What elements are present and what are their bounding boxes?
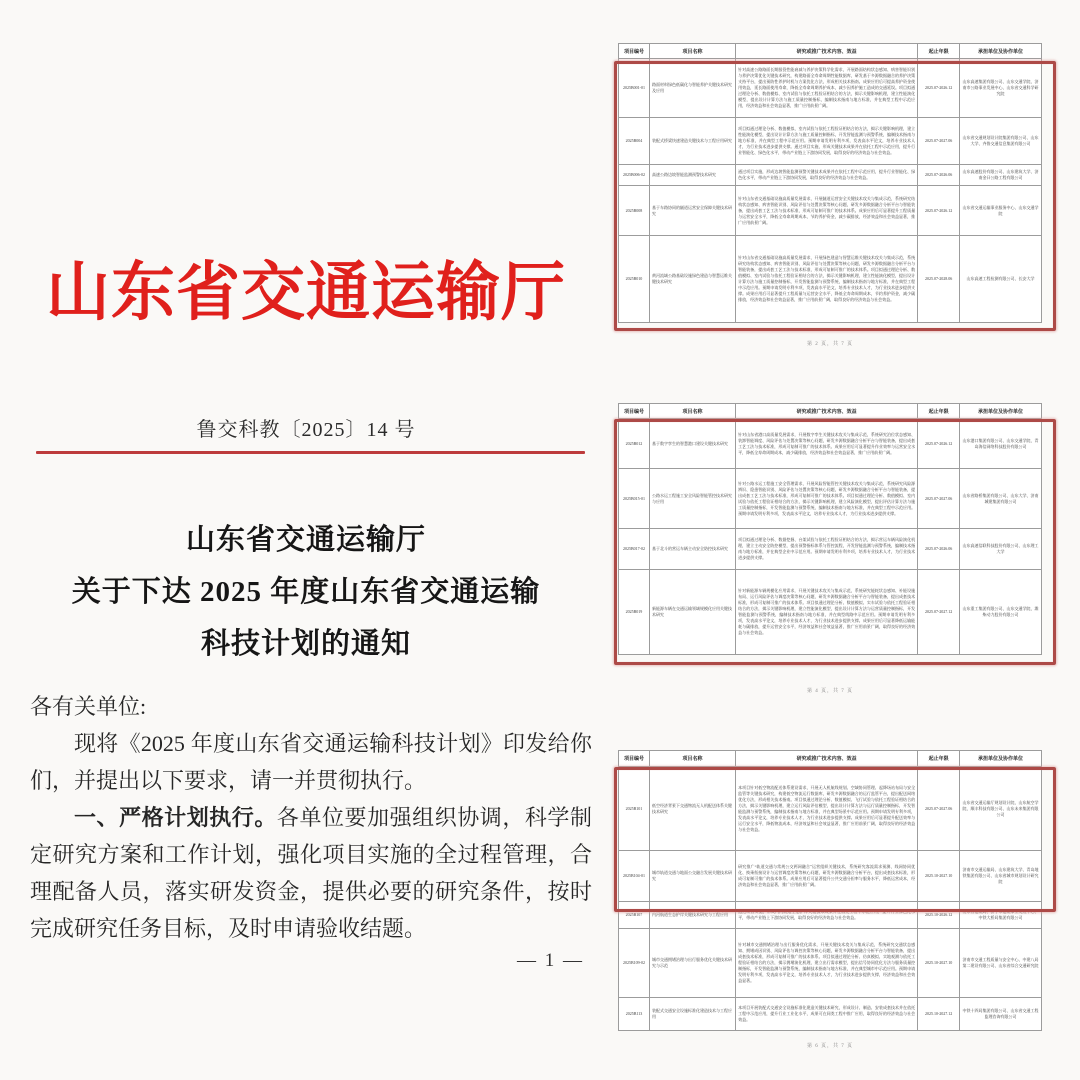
table-row [619, 851, 1042, 902]
table-cell-units: 中铁十四局集团有限公司、山东省交通工程监理咨询有限公司 [960, 998, 1042, 1031]
table-cell-units: 山东高速工程检测有限公司、长安大学 [960, 236, 1042, 323]
notice-title-line-1: 山东省交通运输厅 [185, 524, 426, 556]
table-cell-units: 济南市交通工程质量与安全中心、中建八局第二建设有限公司、山东省综合交通研究院 [960, 929, 1042, 998]
table-cell-units: 山东省交通规划设计院集团有限公司、山东大学、齐鲁交通信息集团有限公司 [960, 118, 1042, 165]
table-cell-units: 山东省交通运输事业服务中心、山东交通学院 [960, 186, 1042, 236]
table-cell-name: 城市交通拥堵治理与出行服务优化关键技术研究与示范 [649, 929, 735, 998]
table-row [619, 767, 1042, 851]
table-row [619, 236, 1042, 323]
agency-red-header: 山东省交通运输厅 [46, 257, 566, 328]
table-header-cell: 研究或推广技术内容、效益 [736, 44, 918, 59]
table-cell-period: 2025.07-2026.06 [918, 529, 960, 570]
table-cell-units: 山东港口集团有限公司、山东交通学院、青岛海信网络科技股份有限公司 [960, 419, 1042, 469]
paragraph-2-text: 各单位要加强组织协调，科学制定研究方案和工作计划，强化项目实施的全过程管理，合理配备人员，落实研发资金，提供必要的研究条件，按时完成研究任务目标，及时申请验收结题。 [30, 805, 592, 941]
red-divider-line [36, 451, 585, 454]
table-cell-period: 2025.07-2027.12 [918, 570, 960, 655]
table-row [619, 529, 1042, 570]
table-cell-units: 济南市交通运输局、山东建筑大学、青岛地铁集团有限公司、山东省城市规划设计研究院 [960, 851, 1042, 902]
table-cell-id: 2025B006-02 [619, 165, 650, 186]
notice-title [0, 514, 612, 670]
table-cell-content: 针对山东省港口高质量发展需求，开展数字孪生关键技术攻关与集成示范，系统研究泊位状态感知、装卸智能调度、风险评估与处置决策等核心问题，研发多源数据融合分析平台与智能装备，提出成套工艺工法与技术标准，形成可复制可推广的技术体系。成果应用后可显著提升作业效率与运营安全水平，降低全寿命周期成本，减少碳排放，经济效益和社会效益显著，推广应用前景广阔。 [736, 419, 918, 469]
table-cell-id: 2025B001-01 [619, 59, 650, 118]
table-row [619, 469, 1042, 529]
table-cell-period: 2025.07-2026.06 [918, 165, 960, 186]
table-cell-name: 基于北斗的营运车辆主动安全防控技术研究 [649, 529, 735, 570]
plan-table-2 [618, 403, 1042, 655]
table-cell-units: 山东高速股份有限公司、山东建筑大学、济南金曰公路工程有限公司 [960, 165, 1042, 186]
table-page-screenshot-3 [615, 750, 1045, 1055]
table-cell-name: 装配式桥梁快速建造关键技术与工程应用研究 [649, 118, 735, 165]
table-cell-period: 2025.07-2027.06 [918, 767, 960, 851]
table-header-cell: 研究或推广技术内容、效益 [736, 751, 918, 767]
table-cell-id: 2025B017-02 [619, 529, 650, 570]
table-cell-name: 高速公路边坡智能监测预警技术研究 [649, 165, 735, 186]
paragraph-1: 现将《2025 年度山东省交通运输科技计划》印发给你们，并提出以下要求，请一并贯彻执行。 [30, 731, 592, 793]
salutation: 各有关单位: [30, 694, 147, 719]
table-header-cell: 项目名称 [649, 44, 735, 59]
table-row [619, 419, 1042, 469]
table-row [619, 902, 1042, 929]
table-row [619, 59, 1042, 118]
table-cell-id: 2025B012 [619, 419, 650, 469]
table-cell-id: 2025B109-02 [619, 929, 650, 998]
table-cell-content: 针对城市交通拥堵治理与出行服务优化需求，开展关键技术攻关与集成示范，系统研究交通状态感知、拥堵成因识别、风险评估与调控决策等核心问题，研发多源数据融合分析平台与智能装备，提出成套技术标准，形成可复制可推广的技术体系。项目拟通过理论分析、仿真模拟、实地观测与依托工程验证相结合的方法，揭示拥堵演化机理，建立出行需求模型，提出信号协同优化方法与服务质量控制指标，开发智能监测与预警系统，编制技术指南与地方标准，并在典型城市中示范应用。预期申请发明专利多项，发表高水平论文，培养专业技术人才，为行业技术进步提供支撑，经济效益和社会效益显著。 [736, 929, 918, 998]
table-cell-period: 2025.07-2027.06 [918, 118, 960, 165]
document-body [30, 688, 592, 947]
table-cell-period: 2025.10-2027.10 [918, 929, 960, 998]
table-cell-name: 新能源车辆在交通运输领域规模化应用关键技术研究 [649, 570, 735, 655]
table-header-cell: 项目编号 [619, 404, 650, 419]
table-row [619, 929, 1042, 998]
table-cell-content: 本项目针对低空物流配送体系建设需求，开展无人机航线规划、空域协同管理、起降场站布局与安全监管等关键技术研究，构建低空物流运行数据库，研发多源数据融合的运行监管平台，提出配送网络优化方法，形成相关技术指南。项目拟通过理论分析、数值模拟、飞行试验与依托工程验证相结合的方法，揭示关键影响机理，建立运行风险评估模型，提出设计计算方法与运行质量控制指标，开发智能监测与预警系统，编制技术指南与地方标准，并在典型场景中示范应用。预期申请发明专利多项，发表高水平论文，培养专业技术人才，为行业技术进步提供支撑。成果应用后可显著提升配送效率与运行安全水平，降低物流成本，经济效益和社会效益显著，推广应用前景广阔，取得良好的经济效益与社会效益。 [736, 767, 918, 851]
table-header-row [619, 44, 1042, 59]
table-cell-name: 内河航道生态护岸关键技术研究与工程应用 [649, 902, 735, 929]
table-cell-content: 项目拟通过理论分析、数值模拟、室内试验与依托工程验证相结合的方法，揭示关键影响机理，建立性能演化模型，提出设计计算方法与施工质量控制指标，开发智能监测与预警系统，编制技术指南与地方标准，并在典型工程中示范应用。预期申请发明专利多项，发表高水平论文，培养专业技术人才，为行业技术进步提供支撑。通过项目实施，形成关键技术成果并在依托工程中示范应用，提升行业智能化、绿色化水平，带动产业链上下游协同发展，取得良好的经济效益与社会效益。 [736, 118, 918, 165]
table-cell-name: 装配式交通安全设施标准化建造技术与工程应用 [649, 998, 735, 1031]
table-header-row [619, 404, 1042, 419]
table-cell-period: 2025.07-2026.12 [918, 59, 960, 118]
table-row [619, 570, 1042, 655]
table-cell-content: 针对新能源车辆规模化应用需求，开展关键技术攻关与集成示范，系统研究能耗状态感知、补能设施布局、运行风险评估与调度决策等核心问题，研发多源数据融合分析平台与智能装备，提出成套技术标准，形成可复制可推广的技术体系。项目拟通过理论分析、数值模拟、实车试验与依托工程验证相结合的方法，揭示关键影响机理，建立性能演化模型，提出设计计算方法与运营质量控制指标，开发智能监测与预警系统，编制技术指南与地方标准，并在典型线路中示范应用。预期申请发明专利多项，发表高水平论文，培养专业技术人才，为行业技术进步提供支撑。成果应用后可显著降低运输能耗与碳排放，提升运营安全水平，经济效益和社会效益显著，推广应用前景广阔，取得良好的经济效益与社会效益。 [736, 570, 918, 655]
table-cell-id: 2025B101 [619, 767, 650, 851]
table-header-cell: 起止年限 [918, 404, 960, 419]
table-header-row [619, 751, 1042, 767]
table-cell-content: 通过项目实施，形成内河航道生态护岸关键技术成果并在依托工程中示范应用，提升行业绿色化水平，带动产业链上下游协同发展，取得良好的经济效益与社会效益。 [736, 902, 918, 929]
table-page-footer-3: 第 6 页，共 7 页 [806, 1044, 853, 1049]
table-cell-content: 针对山东省交通基础设施高质量发展需求，开展隧道运营安全关键技术攻关与集成示范，系统研究结构状态感知、病害智能识别、风险评估与处置决策等核心问题，研发多源数据融合分析平台与智能装备，提出成套工艺工法与技术标准，形成可复制可推广的技术体系。成果应用后可显著提升工程质量与运营安全水平，降低全寿命周期成本，节约养护资金，减少碳排放，经济效益和社会效益显著，推广应用前景广阔。 [736, 186, 918, 236]
page-number: — 1 — [517, 950, 584, 971]
table-cell-name: 基于车路协同的隧道运营安全保障关键技术研究 [649, 186, 735, 236]
table-header-cell: 项目编号 [619, 44, 650, 59]
table-cell-content: 针对公路水运工程施工安全管理需求，开展风险智能管控关键技术攻关与集成示范，系统研究风险源辨识、隐患智能识别、风险评估与处置决策等核心问题，研发多源数据融合分析平台与智能装备，提出成套工艺工法与技术标准，形成可复制可推广的技术体系。项目拟通过理论分析、数值模拟、室内试验与依托工程验证相结合的方法，揭示关键影响机理，建立风险演化模型，提出评估计算方法与施工质量控制指标，开发智能监测与预警系统，编制技术指南与地方标准，并在典型工程中示范应用。预期申请发明专利多项，发表高水平论文，培养专业技术人才，为行业技术进步提供支撑。 [736, 469, 918, 529]
table-cell-id: 2025B104-01 [619, 851, 650, 902]
table-cell-id: 2025B015-01 [619, 469, 650, 529]
table-cell-id: 2025B004 [619, 118, 650, 165]
paragraph-2-bold-lead: 一、严格计划执行。 [74, 805, 277, 830]
table-cell-content: 针对山东省交通基础设施高质量发展需求，开展绿色建造与智慧运维关键技术攻关与集成示范，系统研究结构状态感知、病害智能识别、风险评估与处置决策等核心问题，研发多源数据融合分析平台与智能装备，提出成套工艺工法与技术标准，形成可复制可推广的技术体系。项目拟通过理论分析、数值模拟、室内试验与依托工程验证相结合的方法，揭示关键影响机理，建立性能演化模型，提出设计计算方法与施工质量控制指标，开发智能监测与预警系统，编制技术指南与地方标准，并在典型工程中示范应用。预期申请发明专利多项，发表高水平论文，培养专业技术人才，为行业技术进步提供支撑。成果应用后可显著提升工程质量与运营安全水平，降低全寿命周期成本，节约养护资金，减少碳排放，经济效益和社会效益显著，推广应用前景广阔，取得良好的经济效益与社会效益。 [736, 236, 918, 323]
table-cell-period: 2025.07-2026.12 [918, 186, 960, 236]
table-cell-name: 基于数字孪生的智慧港口建设关键技术研究 [649, 419, 735, 469]
table-cell-units: 山东省交通运输厅规划设计院、山东航空学院、顺丰科技有限公司、山东未来集团有限公司 [960, 767, 1042, 851]
document-number: 鲁交科教〔2025〕14 号 [196, 419, 416, 441]
table-cell-id: 2025B019 [619, 570, 650, 655]
table-header-cell: 项目名称 [649, 751, 735, 767]
table-cell-name: 城市轨道交通与地面公交融合发展关键技术研究 [649, 851, 735, 902]
table-cell-id: 2025B010 [619, 236, 650, 323]
table-cell-units: 山东高速集团有限公司、山东交通学院、济南市公路事业发展中心、山东省交通科学研究院 [960, 59, 1042, 118]
table-page-footer-2: 第 4 页，共 7 页 [806, 689, 853, 694]
table-header-cell: 起止年限 [918, 751, 960, 767]
plan-table-1 [618, 43, 1042, 323]
table-header-cell: 承担单位及协作单位 [960, 404, 1042, 419]
table-cell-period: 2025.07-2028.06 [918, 236, 960, 323]
table-header-cell: 承担单位及协作单位 [960, 751, 1042, 767]
table-cell-units: 山东高速信联科技股份有限公司、山东理工大学 [960, 529, 1042, 570]
table-cell-content: 研究推广“轨道交通与常规公交两网融合”运营组织关键技术，系统研究客流需求预测、线网协同优化、换乘衔接设计与运营调度决策等核心问题，研发多源数据融合分析平台，提出成套技术标准，形成可复制可推广的技术体系。成果应用后可显著提升公共交通分担率与服务水平，降低运营成本，经济效益和社会效益显著，推广应用前景广阔。 [736, 851, 918, 902]
table-cell-content: 本项目开展装配式交通安全设施标准化建造关键技术研究，形成设计、制造、安装成套技术并在依托工程中示范应用，提升行业工业化水平，成果可在同类工程中推广应用，取得良好的经济效益与社会效益。 [736, 998, 918, 1031]
table-cell-units: 山东省港航局、济宁市港航事业发展中心、中铁大桥局集团有限公司 [960, 902, 1042, 929]
notice-title-line-2: 关于下达 2025 年度山东省交通运输 [71, 576, 541, 608]
table-cell-name: 低空经济背景下交通物流无人机配送体系关键技术研究 [649, 767, 735, 851]
notice-title-line-3: 科技计划的通知 [200, 628, 411, 660]
table-header-cell: 承担单位及协作单位 [960, 44, 1042, 59]
table-cell-id: 2025B113 [619, 998, 650, 1031]
plan-table-3 [618, 750, 1042, 1031]
table-row [619, 165, 1042, 186]
table-cell-period: 2025.10-2026.12 [918, 902, 960, 929]
table-cell-units: 山东重工集团有限公司、山东交通学院、潍柴动力股份有限公司 [960, 570, 1042, 655]
table-cell-period: 2025.10-2027.12 [918, 998, 960, 1031]
table-cell-period: 2025.07-2026.12 [918, 419, 960, 469]
table-cell-name: 公路水运工程施工安全风险智能管控技术研究与应用 [649, 469, 735, 529]
table-cell-units: 山东省路桥集团有限公司、山东大学、济南城建集团有限公司 [960, 469, 1042, 529]
table-header-cell: 项目编号 [619, 751, 650, 767]
table-cell-id: 2025B107 [619, 902, 650, 929]
table-header-cell: 研究或推广技术内容、效益 [736, 404, 918, 419]
table-cell-content: 项目拟通过理论分析、数据挖掘、台架试验与依托工程验证相结合的方法，揭示营运车辆风险演化机理，建立主动安全防控模型，提出预警指标体系与管控流程，开发智能监测与预警系统，编制技术指南与地方标准，并在典型企业中示范应用。预期申请发明专利多项，培养专业技术人才，为行业技术进步提供支撑。 [736, 529, 918, 570]
table-cell-content: 针对高速公路路面长期服役性能衰减与养护决策科学化需求，开展路面结构状态感知、病害智能识别与养护决策优化关键技术研究，构建路面全寿命周期性能数据库，研发基于多源数据融合的养护决策支持平台，提出预防性养护时机与方案优化方法，形成相关技术指南。成果应用后可提高养护资金使用效益，延长路面使用寿命，降低全寿命周期养护成本，减少因养护施工造成的交通延误。项目拟通过理论分析、数值模拟、室内试验与依托工程验证相结合的方法，揭示关键影响机理，建立性能演化模型，提出设计计算方法与施工质量控制指标，编制技术指南与地方标准，并在典型工程中示范应用，经济效益和社会效益显著，推广应用前景广阔。 [736, 59, 918, 118]
table-cell-name: 黄河流域公路基础设施绿色建造与智慧运维关键技术研究 [649, 236, 735, 323]
table-cell-period: 2025.07-2027.06 [918, 469, 960, 529]
table-header-cell: 起止年限 [918, 44, 960, 59]
table-cell-id: 2025B008 [619, 186, 650, 236]
table-row [619, 118, 1042, 165]
table-row [619, 998, 1042, 1031]
table-header-cell: 项目名称 [649, 404, 735, 419]
table-cell-content: 通过项目实施，形成边坡智能监测预警关键技术成果并在依托工程中示范应用，提升行业智能化、绿色化水平，带动产业链上下游协同发展，取得良好的经济效益与社会效益。 [736, 165, 918, 186]
table-page-screenshot-2 [615, 403, 1045, 703]
table-page-footer-1: 第 2 页，共 7 页 [806, 342, 853, 347]
table-row [619, 186, 1042, 236]
table-cell-period: 2025.10-2027.10 [918, 851, 960, 902]
table-page-screenshot-1 [615, 43, 1045, 361]
paragraph-2 [30, 799, 592, 947]
table-cell-name: 路面材料绿色低碳化与智能养护关键技术研究及应用 [649, 59, 735, 118]
